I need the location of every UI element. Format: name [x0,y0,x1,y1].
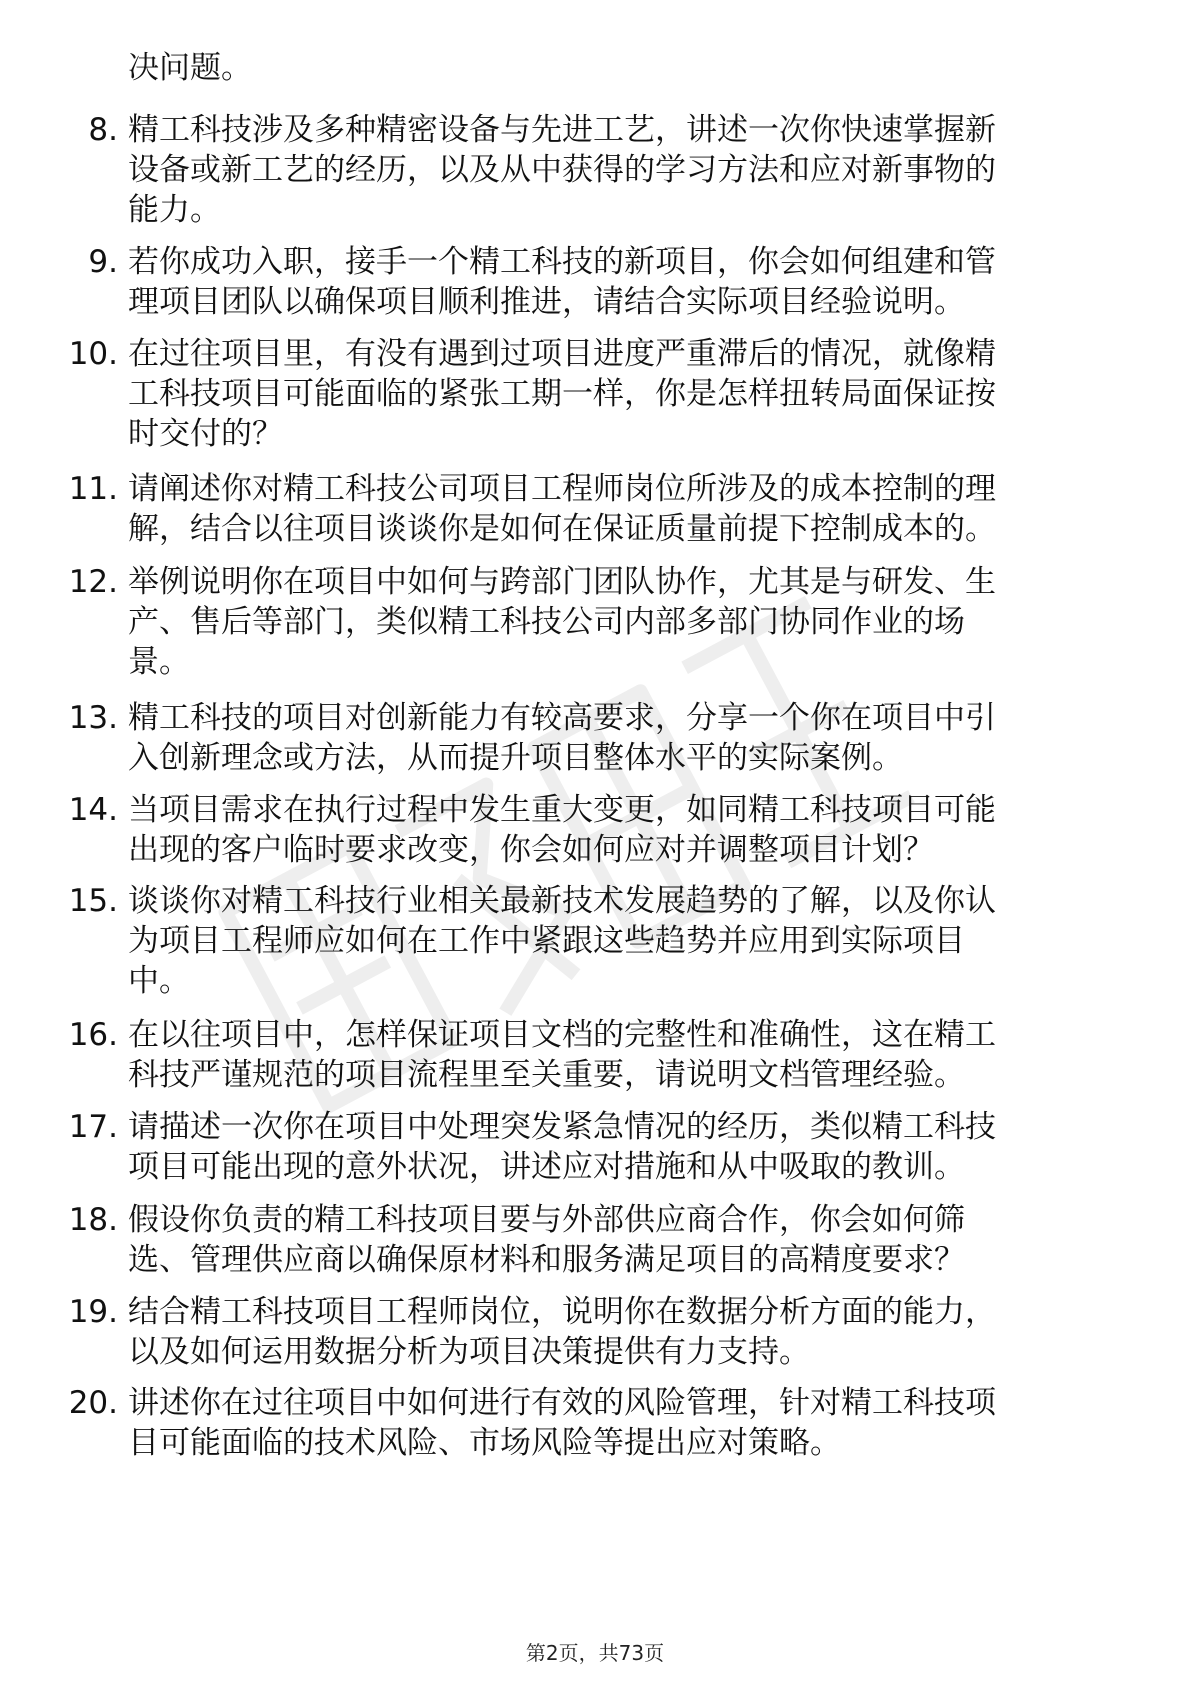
question-text [128,334,1113,454]
question-line: 理项目团队以确保项目顺利推进，请结合实际项目经验说明。 [128,284,965,320]
continuation-text: 决问题。 [128,50,252,86]
question-text [128,1200,1113,1280]
question-number: 13. [68,700,118,736]
question-line: 设备或新工艺的经历，以及从中获得的学习方法和应对新事物的 [128,152,996,188]
question-number: 12. [68,564,118,600]
question-line: 在过往项目里，有没有遇到过项目进度严重滞后的情况，就像精 [128,336,996,372]
question-number: 16. [68,1017,118,1053]
question-number: 15. [68,883,118,919]
question-text [128,110,1113,230]
question-line: 入创新理念或方法，从而提升项目整体水平的实际案例。 [128,740,903,776]
question-line: 时交付的？ [128,416,283,452]
question-line: 请阐述你对精工科技公司项目工程师岗位所涉及的成本控制的理 [128,471,996,507]
page-footer: 第2页，共73页 [525,1641,665,1665]
question-line: 项目可能出现的意外状况，讲述应对措施和从中吸取的教训。 [128,1149,965,1185]
question-text [128,1292,1113,1372]
question-number: 20. [68,1385,118,1421]
question-line: 精工科技的项目对创新能力有较高要求，分享一个你在项目中引 [128,700,996,736]
question-line: 出现的客户临时要求改变，你会如何应对并调整项目计划？ [128,832,934,868]
question-number: 17. [68,1109,118,1145]
question-text [128,1107,1113,1187]
question-line: 举例说明你在项目中如何与跨部门团队协作，尤其是与研发、生 [128,564,996,600]
question-text [128,698,1113,778]
question-text [128,469,1113,549]
question-line: 谈谈你对精工科技行业相关最新技术发展趋势的了解，以及你认 [128,883,996,919]
question-number: 14. [68,792,118,828]
question-number: 9. [88,244,118,280]
question-text [128,881,1113,1001]
question-number: 19. [68,1294,118,1330]
question-line: 目可能面临的技术风险、市场风险等提出应对策略。 [128,1425,841,1461]
question-line: 产、售后等部门，类似精工科技公司内部多部门协同作业的场 [128,604,965,640]
question-line: 讲述你在过往项目中如何进行有效的风险管理，针对精工科技项 [128,1385,996,1421]
question-line: 当项目需求在执行过程中发生重大变更，如同精工科技项目可能 [128,792,996,828]
question-number: 10. [68,336,118,372]
question-line: 选、管理供应商以确保原材料和服务满足项目的高精度要求？ [128,1242,965,1278]
question-text [128,562,1113,682]
question-line: 假设你负责的精工科技项目要与外部供应商合作，你会如何筛 [128,1202,965,1238]
question-text [128,242,1113,322]
question-line: 解，结合以往项目谈谈你是如何在保证质量前提下控制成本的。 [128,511,996,547]
question-line: 在以往项目中，怎样保证项目文档的完整性和准确性，这在精工 [128,1017,996,1053]
question-text [128,1383,1113,1463]
question-line: 工科技项目可能面临的紧张工期一样，你是怎样扭转局面保证按 [128,376,996,412]
question-line: 能力。 [128,192,221,228]
question-text [128,790,1113,870]
question-line: 景。 [128,644,190,680]
question-line: 以及如何运用数据分析为项目决策提供有力支持。 [128,1334,810,1370]
question-number: 11. [68,471,118,507]
question-line: 精工科技涉及多种精密设备与先进工艺，讲述一次你快速掌握新 [128,112,996,148]
question-line: 中。 [128,963,190,999]
question-line: 为项目工程师应如何在工作中紧跟这些趋势并应用到实际项目 [128,923,965,959]
question-line: 请描述一次你在项目中处理突发紧急情况的经历，类似精工科技 [128,1109,996,1145]
question-number: 18. [68,1202,118,1238]
question-text [128,1015,1113,1095]
question-line: 若你成功入职，接手一个精工科技的新项目，你会如何组建和管 [128,244,996,280]
question-number: 8. [88,112,118,148]
question-line: 科技严谨规范的项目流程里至关重要，请说明文档管理经验。 [128,1057,965,1093]
question-line: 结合精工科技项目工程师岗位，说明你在数据分析方面的能力， [128,1294,996,1330]
